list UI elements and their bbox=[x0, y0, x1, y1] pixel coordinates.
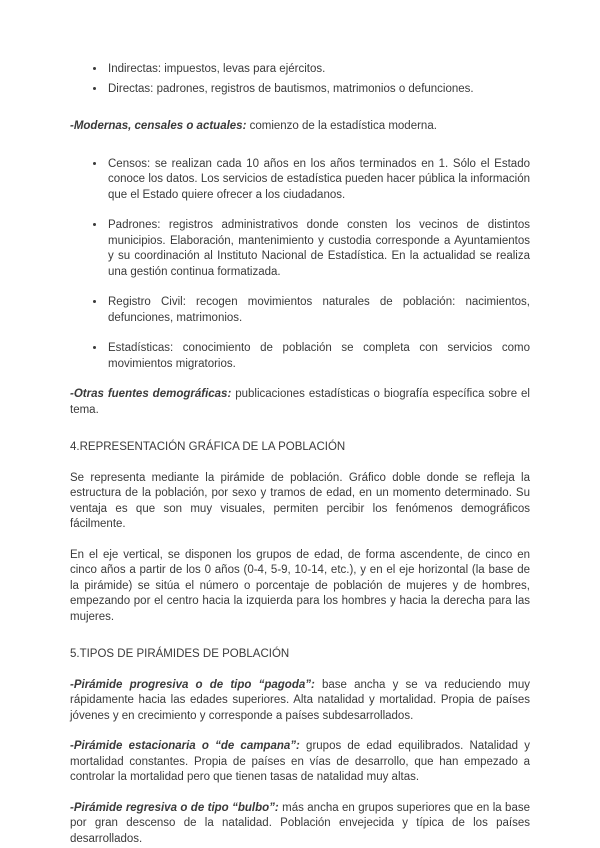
list-item-censos: • Censos: se realizan cada 10 años en los años terminados en 1. Sólo el Estado conoce los datos. Los servicios de estadística pueden hacer pública la información que el Estado quiere ofrecer a los ciudadanos. bbox=[106, 157, 530, 204]
paragraph-piramide-estacionaria bbox=[70, 739, 530, 786]
list-item: • Indirectas: impuestos, levas para ejércitos. bbox=[106, 62, 530, 78]
list-item-estadisticas: • Estadísticas: conocimiento de población se completa con servicios como movimientos migratorios. bbox=[106, 341, 530, 372]
list-item-registro-civil: • Registro Civil: recogen movimientos naturales de población: nacimientos, defunciones, matrimonios. bbox=[106, 295, 530, 326]
piramide-progresiva-text: base ancha y se va reduciendo muy rápidamente hacia las edades superiores. Alta natalidad y mortalidad. Propia de países jóvenes y en crecimiento y corresponde a países subdesarrollados. bbox=[70, 678, 530, 722]
piramide-progresiva-lead: -Pirámide progresiva o de tipo “pagoda”: bbox=[70, 678, 322, 691]
section-heading-representacion: 4.REPRESENTACIÓN GRÁFICA DE LA POBLACIÓN bbox=[70, 441, 346, 453]
paragraph-piramide-regresiva bbox=[70, 801, 530, 848]
piramide-estacionaria-text: grupos de edad equilibrados. Natalidad y mortalidad constantes. Propia de países en vías de desarrollo, que han empezado a controlar la mortalidad pero que tienen tasas de natalidad muy altas. bbox=[70, 740, 531, 783]
paragraph-piramide-progresiva bbox=[70, 678, 530, 725]
list-item: • Directas: padrones, registros de bautismos, matrimonios o defunciones. bbox=[106, 82, 530, 98]
otras-lead: -Otras fuentes demográficas: bbox=[70, 388, 236, 400]
paragraph-ejes: En el eje vertical, se disponen los grupos de edad, de forma ascendente, de cinco en cinco años a partir de los 0 años (0-4, 5-9, 10-14, etc.), y en el eje horizontal (la base de la pirámide) se sitúa el número o porcentaje de población de mujeres y de hombres, empezando por el centro hacia la izquierda para los hombres y hacia la derecha para las mujeres. bbox=[70, 548, 530, 623]
list-item-padrones: • Padrones: registros administrativos donde consten los vecinos de distintos municipios. Elaboración, mantenimiento y custodia corresponde a Ayuntamientos y su coordinación al Instituto Nacional de Estadística. En la actualidad se realiza una gestión continua formatizada. bbox=[106, 218, 530, 280]
modernas-lead: -Modernas, censales o actuales: bbox=[70, 120, 250, 132]
piramide-regresiva-text: más ancha en grupos superiores que en la base por gran descenso de la natalidad. Población envejecida y típica de los países desarrollados. bbox=[70, 801, 530, 845]
modern-sources-list bbox=[70, 157, 530, 373]
section-heading-tipos-piramides: 5.TIPOS DE PIRÁMIDES DE POBLACIÓN bbox=[70, 648, 290, 660]
sources-direct-indirect-list bbox=[70, 62, 530, 97]
piramide-estacionaria-lead: -Pirámide estacionaria o “de campana”: bbox=[70, 740, 307, 752]
paragraph-otras-fuentes bbox=[70, 387, 530, 418]
paragraph-modernas bbox=[70, 119, 530, 135]
piramide-regresiva-lead: -Pirámide regresiva o de tipo “bulbo”: bbox=[70, 801, 283, 814]
paragraph-piramide-intro: Se representa mediante la pirámide de población. Gráfico doble donde se refleja la estructura de la población, por sexo y tramos de edad, en un momento determinado. Su ventaja es que son muy visuales, permiten percibir los fenómenos demográficos fácilmente. bbox=[70, 471, 530, 530]
otras-text: publicaciones estadísticas o biografía específica sobre el tema. bbox=[70, 388, 530, 416]
modernas-text: comienzo de la estadística moderna. bbox=[249, 120, 437, 132]
